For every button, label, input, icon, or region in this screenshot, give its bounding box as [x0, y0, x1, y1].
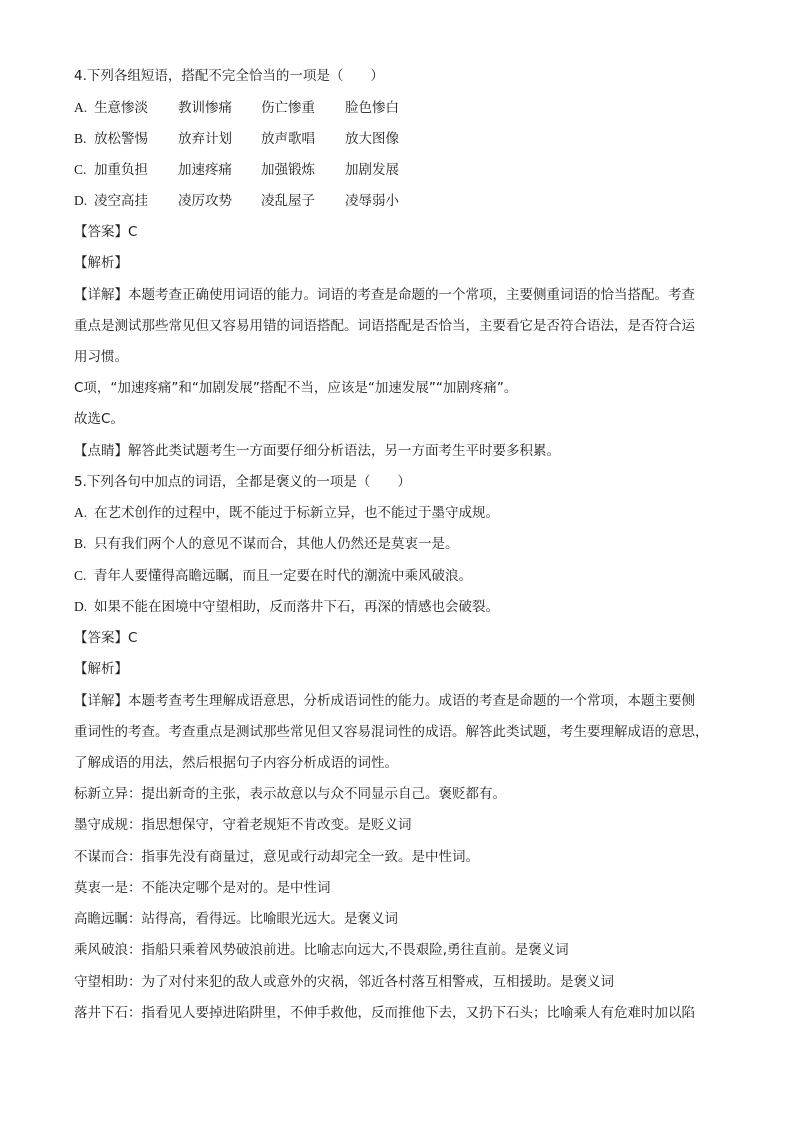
q4-detail-line: 【详解】本题考查正确使用词语的能力。词语的考查是命题的一个常项，主要侧重词语的恰当搭配。考查 — [74, 287, 695, 303]
q4-choose: 故选C。 — [74, 411, 124, 427]
q5-detail-line: 【详解】本题考查考生理解成语意思，分析成语词性的能力。成语的考查是命题的一个常项，本题主要侧 — [74, 693, 695, 709]
q5-analysis-tag: 【解析】 — [74, 661, 128, 677]
option-letter: B. — [74, 536, 87, 551]
option-phrase: 加剧发展 — [345, 162, 399, 178]
idiom-line: 标新立异：提出新奇的主张，表示故意以与众不同显示自己。褒贬都有。 — [74, 786, 506, 802]
option-phrase: 教训惨痛 — [178, 100, 232, 116]
option-phrase: 凌辱弱小 — [345, 193, 399, 209]
option-phrase: 加重负担 — [94, 162, 148, 178]
option-letter: D. — [74, 599, 88, 614]
option-phrase: 放松警惕 — [94, 131, 148, 147]
option-phrase: 放大图像 — [345, 131, 399, 147]
idiom-line: 不谋而合：指事先没有商量过，意见或行动却完全一致。是中性词。 — [74, 849, 479, 865]
q5-option-c — [74, 567, 734, 585]
option-phrase: 加速疼痛 — [178, 162, 232, 178]
q5-option-b — [74, 535, 734, 553]
q5-answer: 【答案】C — [74, 630, 138, 646]
option-phrase: 凌厉攻势 — [178, 193, 232, 209]
q4-tip: 【点睛】解答此类试题考生一方面要仔细分析语法，另一方面考生平时要多积累。 — [74, 443, 560, 459]
option-text: 在艺术创作的过程中，既不能过于标新立异，也不能过于墨守成规。 — [94, 505, 499, 521]
q4-option-b — [74, 130, 734, 148]
idiom-line: 乘风破浪：指船只乘着风势破浪前进。比喻志向远大,不畏艰险,勇往直前。是褒义词 — [74, 942, 569, 958]
option-phrase: 凌乱屋子 — [261, 193, 315, 209]
q4-c-item: C项，“加速疼痛”和“加剧发展”搭配不当，应该是“加速发展”“加剧疼痛”。 — [74, 380, 518, 396]
q5-detail-line: 重词性的考查。考查重点是测试那些常见但又容易混词性的成语。解答此类试题，考生要理解成语的意思， — [74, 724, 709, 740]
idiom-line: 落井下石：指看见人要掉进陷阱里，不伸手救他，反而推他下去，又扔下石头；比喻乘人有危难时加以陷 — [74, 1005, 695, 1021]
q5-stem: 5.下列各句中加点的词语，全都是褒义的一项是（ ） — [74, 474, 411, 490]
option-phrase: 放弃计划 — [178, 131, 232, 147]
q4-analysis-tag: 【解析】 — [74, 255, 128, 271]
q5-option-d — [74, 598, 734, 616]
q4-option-c — [74, 161, 734, 179]
option-letter: B. — [74, 131, 87, 146]
q5-option-a — [74, 504, 734, 522]
option-phrase: 脸色惨白 — [345, 100, 399, 116]
option-phrase: 生意惨淡 — [94, 100, 148, 116]
q4-detail-line: 用习惯。 — [74, 349, 128, 365]
option-letter: A. — [74, 100, 88, 115]
option-phrase: 放声歌唱 — [261, 131, 315, 147]
q4-stem: 4.下列各组短语，搭配不完全恰当的一项是（ ） — [74, 68, 384, 84]
option-letter: C. — [74, 568, 87, 583]
option-phrase: 加强锻炼 — [261, 162, 315, 178]
q4-option-d — [74, 192, 734, 210]
q5-detail-line: 了解成语的用法，然后根据句子内容分析成语的词性。 — [74, 755, 398, 771]
option-letter: A. — [74, 505, 88, 520]
option-letter: D. — [74, 193, 88, 208]
q4-answer: 【答案】C — [74, 224, 138, 240]
option-letter: C. — [74, 162, 87, 177]
option-text: 如果不能在困境中守望相助，反而落井下石，再深的情感也会破裂。 — [94, 599, 499, 615]
option-phrase: 凌空高挂 — [94, 193, 148, 209]
idiom-line: 守望相助：为了对付来犯的敌人或意外的灾祸，邻近各村落互相警戒，互相援助。是褒义词 — [74, 974, 614, 990]
option-phrase: 伤亡惨重 — [261, 100, 315, 116]
option-text: 只有我们两个人的意见不谋而合，其他人仍然还是莫衷一是。 — [94, 536, 459, 552]
idiom-line: 莫衷一是：不能决定哪个是对的。是中性词 — [74, 880, 331, 896]
q4-detail-line: 重点是测试那些常见但又容易用错的词语搭配。词语搭配是否恰当，主要看它是否符合语法，是否符合运 — [74, 318, 695, 334]
q4-option-a — [74, 99, 734, 117]
idiom-line: 墨守成规：指思想保守，守着老规矩不肯改变。是贬义词 — [74, 817, 412, 833]
idiom-line: 高瞻远瞩：站得高，看得远。比喻眼光远大。是褒义词 — [74, 911, 398, 927]
option-text: 青年人要懂得高瞻远瞩，而且一定要在时代的潮流中乘风破浪。 — [94, 568, 472, 584]
